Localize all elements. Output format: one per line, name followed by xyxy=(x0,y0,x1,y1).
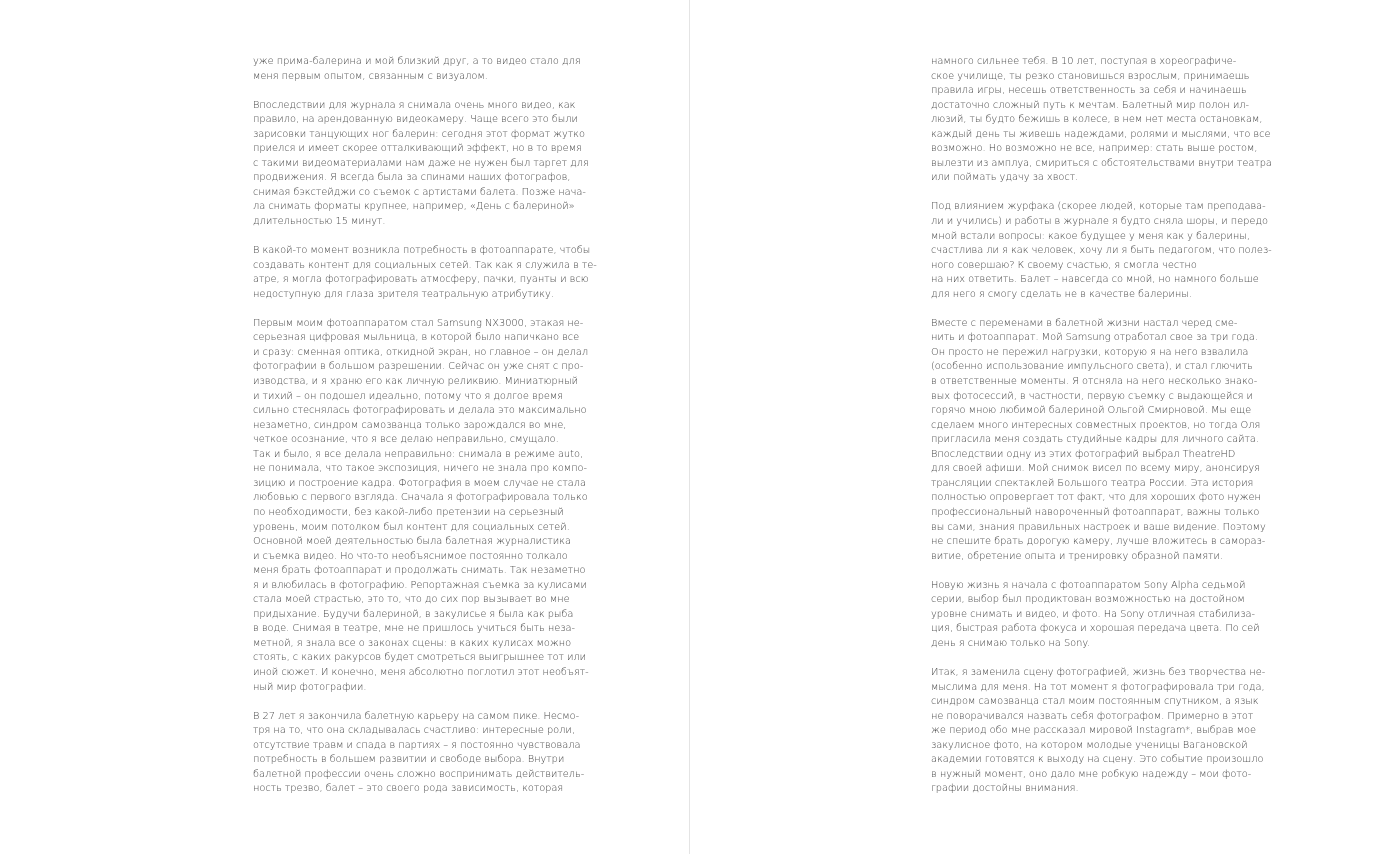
text-line: академии готовятся к выходу на сцену. Это событие произошло xyxy=(931,754,1264,766)
text-line: для своей афиши. Мой снимок висел по всему миру, анонсируя xyxy=(931,463,1260,475)
text-line: вы сами, знания правильных настроек и ваше видение. Поэтому xyxy=(931,521,1266,533)
text-line: В какой-то момент возникла потребность в фотоаппарате, чтобы xyxy=(253,245,591,257)
text-line: Впоследствии одну из этих фотографий выбрал TheatreHD xyxy=(931,448,1236,460)
text-line: меня брать фотоаппарат и продолжать снимать. Так незаметно xyxy=(253,565,586,577)
text-line: не понимала, что такое экспозиция, ничего не знала про компо- xyxy=(253,463,588,475)
text-line: метной, я знала все о законах сцены: в каких кулисах можно xyxy=(253,637,572,649)
right-text-column xyxy=(931,55,1276,797)
text-line: трансляции спектаклей Большого театра России. Эта история xyxy=(931,477,1254,489)
text-line: уровень, моим потолком был контент для социальных сетей. xyxy=(253,521,570,533)
text-line: меня первым опытом, связанным с визуалом. xyxy=(253,70,488,82)
text-line: я и влюбилась в фотографию. Репортажная съемка за кулисами xyxy=(253,579,587,591)
text-line: ный мир фотографии. xyxy=(253,681,367,693)
text-line: Вместе с переменами в балетной жизни настал черед сме- xyxy=(931,317,1238,329)
text-line: недоступную для глаза зрителя театральную атрибутику. xyxy=(253,288,554,300)
text-line: не спешите брать дорогую камеру, лучше вложитесь в самораз- xyxy=(931,536,1266,548)
text-line: серьезная цифровая мыльница, в которой было напичкано все xyxy=(253,332,580,344)
text-line: сильно стеснялась фотографировать и делала это максимально xyxy=(253,405,587,417)
paragraph-gap xyxy=(253,302,593,317)
text-line: стала моей страстью, это то, что до сих пор вызывает во мне xyxy=(253,594,570,606)
text-line: Так и было, я все делала неправильно: снимала в режиме auto, xyxy=(253,448,584,460)
text-line: фотографии в большом разрешении. Сейчас он уже снят с про- xyxy=(253,361,584,373)
paragraph-gap xyxy=(931,651,1276,666)
page-gutter xyxy=(689,0,690,854)
paragraph-gap xyxy=(253,695,593,710)
text-line: балетной профессии очень сложно воспринимать действитель- xyxy=(253,768,585,780)
paragraph-gap xyxy=(253,84,593,99)
text-line: профессиональный навороченный фотоаппарат, важны только xyxy=(931,506,1260,518)
text-line: любовью с первого взгляда. Сначала я фотографировала только xyxy=(253,492,588,504)
text-line: потребность в большем развитии и свободе выбора. Внутри xyxy=(253,754,565,766)
text-line: не поворачивался назвать себя фотографом. Примерно в этот xyxy=(931,710,1254,722)
text-line: Первым моим фотоаппаратом стал Samsung NX3000, этакая не- xyxy=(253,317,584,329)
right-page xyxy=(691,0,1381,854)
text-line: на них ответить. Балет – навсегда со мной, но намного больше xyxy=(931,274,1259,286)
text-line: в ответственные моменты. Я отсняла на него несколько знако- xyxy=(931,376,1258,388)
text-line: продвижения. Я всегда была за спинами наших фотографов, xyxy=(253,172,571,184)
text-line: Он просто не пережил нагрузки, которую я на него взвалила xyxy=(931,346,1249,358)
text-line: ность трезво, балет – это своего рода зависимость, которая xyxy=(253,783,564,795)
text-line: (особенно использование импульсного света), и стал глючить xyxy=(931,361,1253,373)
text-line: или поймать удачу за хвост. xyxy=(931,172,1079,184)
text-line: иной сюжет. И конечно, меня абсолютно поглотил этот необъят- xyxy=(253,666,589,678)
text-line: приелся и имеет скорее отталкивающий эффект, но в то время xyxy=(253,143,582,155)
text-line: ного совершаю? К своему счастью, я смогла честно xyxy=(931,259,1197,271)
text-line: горячо мною любимой балериной Ольгой Смирновой. Мы еще xyxy=(931,405,1252,417)
text-line: Основной моей деятельностью была балетная журналистика xyxy=(253,536,571,548)
text-line: Под влиянием журфака (скорее людей, которые там преподава- xyxy=(931,201,1266,213)
text-line: уровне снимать и видео, и фото. На Sony отличная стабилиза- xyxy=(931,608,1255,620)
text-line: в воде. Снимая в театре, мне не пришлось учиться быть неза- xyxy=(253,623,575,635)
text-line: вылезти из амплуа, смириться с обстоятельствами внутри театра xyxy=(931,157,1272,169)
text-line: люзий, ты будто бежишь в колесе, в нем нет места остановкам, xyxy=(931,114,1263,126)
text-line: Впоследствии для журнала я снимала очень много видео, как xyxy=(253,99,576,111)
text-line: мной встали вопросы: какое будущее у меня как у балерины, xyxy=(931,230,1250,242)
text-line: снимая бэкстейджи со съемок с артистами балета. Позже нача- xyxy=(253,186,586,198)
text-line: уже прима-балерина и мой близкий друг, а то видео стало для xyxy=(253,56,581,67)
text-line: изводства, и я храню его как личную реликвию. Миниатюрный xyxy=(253,376,579,388)
text-line: по необходимости, без какой-либо претензии на серьезный xyxy=(253,506,564,518)
text-line: достаточно сложный путь к мечтам. Балетный мир полон ил- xyxy=(931,99,1250,111)
text-line: тря на то, что она складывалась счастливо: интересные роли, xyxy=(253,725,575,737)
text-line: незаметно, синдром самозванца только зарождался во мне, xyxy=(253,419,567,431)
text-line: для него я смогу сделать не в качестве балерины. xyxy=(931,288,1192,300)
text-line: же период обо мне рассказал мировой Instagram*, выбрав мое xyxy=(931,725,1256,737)
paragraph-gap xyxy=(253,230,593,245)
text-line: счастлива ли я как человек, хочу ли я быть педагогом, что полез- xyxy=(931,245,1272,257)
paragraph-gap xyxy=(931,302,1276,317)
text-line: зарисовки танцующих ног балерин: сегодня этот формат жутко xyxy=(253,128,585,140)
text-line: правило, на арендованную видеокамеру. Чаще всего это были xyxy=(253,114,578,126)
text-line: стоять, с каких ракурсов будет смотреться выигрышнее тот или xyxy=(253,652,587,664)
text-line: отсутствие травм и спада в партиях – я постоянно чувствовала xyxy=(253,739,581,751)
text-line: Итак, я заменила сцену фотографией, жизнь без творчества не- xyxy=(931,666,1266,678)
text-line: четкое осознание, что я все делаю неправильно, смущало. xyxy=(253,434,559,446)
text-line: атре, я могла фотографировать атмосферу, пачки, пуанты и всю xyxy=(253,274,589,286)
text-line: каждый день ты живешь надеждами, ролями и мыслями, что все xyxy=(931,128,1271,140)
left-page xyxy=(0,0,690,854)
text-line: вых фотосессий, в частности, первую съемку с выдающейся и xyxy=(931,390,1253,402)
text-line: в нужный момент, оно дало мне робкую надежду – мои фото- xyxy=(931,768,1252,780)
left-text-column xyxy=(253,55,597,797)
text-line: день я снимаю только на Sony. xyxy=(931,637,1090,649)
text-line: ция, быстрая работа фокуса и хорошая передача цвета. По сей xyxy=(931,623,1260,635)
paragraph-gap xyxy=(931,186,1276,201)
text-line: с такими видеоматериалами нам даже не нужен был таргет для xyxy=(253,157,589,169)
text-line: синдром самозванца стал моим постоянным спутником, а язык xyxy=(931,696,1259,708)
text-line: пригласила меня создать студийные кадры для личного сайта. xyxy=(931,434,1259,446)
text-line: В 27 лет я закончила балетную карьеру на самом пике. Несмо- xyxy=(253,710,580,722)
text-line: создавать контент для социальных сетей. Так как я служила в те- xyxy=(253,259,597,271)
text-line: витие, обретение опыта и тренировку образной памяти. xyxy=(931,550,1224,562)
text-line: возможно. Но возможно не все, например: стать выше ростом, xyxy=(931,143,1258,155)
text-line: графии достойны внимания. xyxy=(931,783,1079,795)
text-line: серии, выбор был продиктован возможностью на достойном xyxy=(931,594,1245,606)
text-line: зицию и построение кадра. Фотография в моем случае не стала xyxy=(253,477,586,489)
text-line: придыхание. Будучи балериной, в закулисье я была как рыба xyxy=(253,608,574,620)
text-line: и сразу: сменная оптика, откидной экран, но главное – он делал xyxy=(253,346,589,358)
text-line: Новую жизнь я начала с фотоаппаратом Sony Alpha седьмой xyxy=(931,579,1246,591)
text-line: нить и фотоаппарат. Мой Samsung отработал свое за три года. xyxy=(931,332,1258,344)
text-line: сделаем много интересных совместных проектов, но тогда Оля xyxy=(931,419,1261,431)
paragraph-gap xyxy=(931,564,1276,579)
text-line: ское училище, ты резко становишься взрослым, принимаешь xyxy=(931,70,1250,82)
text-line: мыслима для меня. На тот момент я фотографировала три года, xyxy=(931,681,1265,693)
text-line: правила игры, несешь ответственность за себя и начинаешь xyxy=(931,85,1247,97)
text-line: и съемка видео. Но что-то необъяснимое постоянно толкало xyxy=(253,550,568,562)
text-line: длительностью 15 минут. xyxy=(253,216,386,228)
text-line: ла снимать форматы крупнее, например, «День с балериной» xyxy=(253,201,575,213)
text-line: и тихий – он подошел идеально, потому что я долгое время xyxy=(253,390,564,402)
text-line: полностью опровергает тот факт, что для хороших фото нужен xyxy=(931,492,1261,504)
text-line: закулисное фото, на котором молодые ученицы Вагановской xyxy=(931,739,1248,751)
text-line: ли и учились) и работы в журнале я будто сняла шоры, и передо xyxy=(931,216,1268,228)
text-line: намного сильнее тебя. В 10 лет, поступая в хореографиче- xyxy=(931,56,1237,67)
